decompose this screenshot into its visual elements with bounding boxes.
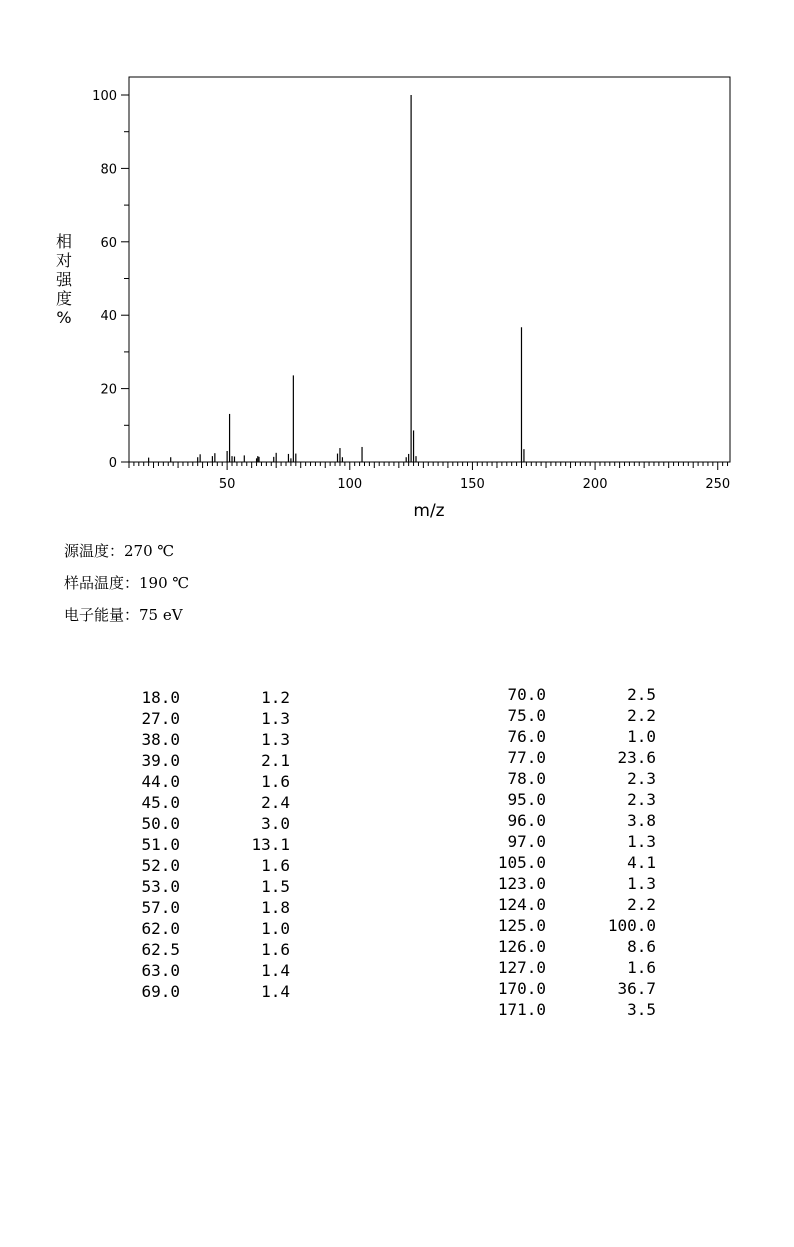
peak-mz: 76.0 bbox=[507, 727, 546, 746]
peak-mz: 96.0 bbox=[507, 811, 546, 830]
peak-row bbox=[120, 771, 290, 792]
x-tick-label: 200 bbox=[582, 477, 608, 492]
y-tick-label: 100 bbox=[92, 89, 117, 104]
peak-abundance: 3.8 bbox=[627, 811, 656, 830]
peak-mz: 45.0 bbox=[141, 793, 180, 812]
plot-frame bbox=[129, 77, 730, 462]
y-tick-label: 60 bbox=[100, 235, 117, 251]
peak-abundance: 1.6 bbox=[261, 940, 290, 959]
peak-mz: 123.0 bbox=[497, 874, 546, 893]
peak-row bbox=[486, 705, 656, 726]
peak-mz: 50.0 bbox=[141, 814, 180, 833]
peak-row bbox=[120, 687, 290, 708]
peak-row bbox=[120, 939, 290, 960]
peak-mz: 63.0 bbox=[141, 961, 180, 980]
peak-row bbox=[486, 726, 656, 747]
y-tick-label: 80 bbox=[100, 162, 117, 178]
peak-abundance: 1.6 bbox=[261, 856, 290, 875]
peak-abundance: 2.5 bbox=[627, 685, 656, 704]
peak-abundance: 3.0 bbox=[261, 814, 290, 833]
peak-row bbox=[486, 915, 656, 936]
peak-row bbox=[486, 768, 656, 789]
electron-energy: 电子能量：75 eV bbox=[64, 606, 183, 624]
peak-mz: 62.0 bbox=[141, 919, 180, 938]
peak-mz: 44.0 bbox=[141, 772, 180, 791]
peak-abundance: 1.5 bbox=[261, 877, 290, 896]
peak-row bbox=[120, 981, 290, 1002]
peak-row bbox=[486, 873, 656, 894]
peak-abundance: 1.3 bbox=[627, 874, 656, 893]
peak-abundance: 1.0 bbox=[261, 919, 290, 938]
peak-abundance: 1.6 bbox=[627, 958, 656, 977]
peak-row bbox=[486, 852, 656, 873]
peak-mz: 51.0 bbox=[141, 835, 180, 854]
y-tick-label: 0 bbox=[108, 456, 117, 471]
peak-row bbox=[486, 894, 656, 915]
peak-abundance: 2.1 bbox=[261, 751, 290, 770]
peak-abundance: 1.4 bbox=[261, 982, 290, 1001]
peak-mz: 124.0 bbox=[497, 895, 546, 914]
peak-row bbox=[486, 978, 656, 999]
y-axis bbox=[92, 89, 129, 471]
peak-mz: 97.0 bbox=[507, 832, 546, 851]
peak-mz: 171.0 bbox=[497, 1000, 546, 1019]
x-tick-label: 150 bbox=[460, 477, 485, 492]
peak-row bbox=[486, 810, 656, 831]
peak-row bbox=[486, 936, 656, 957]
peak-abundance: 2.2 bbox=[627, 706, 656, 725]
peak-row bbox=[486, 957, 656, 978]
peak-row bbox=[120, 708, 290, 729]
peak-abundance: 13.1 bbox=[251, 835, 290, 854]
peak-mz: 95.0 bbox=[507, 790, 546, 809]
peak-mz: 62.5 bbox=[141, 940, 180, 959]
peak-row bbox=[120, 750, 290, 771]
peak-table-right bbox=[486, 684, 656, 1020]
x-axis-label: m/z bbox=[413, 501, 445, 521]
peak-row bbox=[486, 747, 656, 768]
x-tick-label: 100 bbox=[337, 477, 363, 492]
peak-row bbox=[120, 834, 290, 855]
peak-abundance: 1.0 bbox=[627, 727, 656, 746]
y-tick-label: 40 bbox=[100, 309, 117, 325]
peak-mz: 126.0 bbox=[497, 937, 546, 956]
peak-abundance: 1.3 bbox=[261, 709, 290, 728]
peak-mz: 125.0 bbox=[497, 916, 546, 935]
x-tick-label: 250 bbox=[705, 477, 731, 492]
peak-mz: 39.0 bbox=[141, 751, 180, 770]
peak-mz: 27.0 bbox=[141, 709, 180, 728]
peak-row bbox=[120, 918, 290, 939]
y-axis-label: 相对强度% bbox=[55, 232, 73, 327]
peak-mz: 77.0 bbox=[507, 748, 546, 767]
peak-abundance: 1.6 bbox=[261, 772, 290, 791]
mass-spectrum-chart bbox=[0, 0, 794, 530]
peak-abundance: 1.8 bbox=[261, 898, 290, 917]
source-temperature: 源温度：270 ℃ bbox=[64, 542, 175, 560]
peak-row bbox=[120, 960, 290, 981]
peak-mz: 57.0 bbox=[141, 898, 180, 917]
peak-row bbox=[120, 897, 290, 918]
peak-abundance: 23.6 bbox=[617, 748, 656, 767]
peak-row bbox=[486, 789, 656, 810]
peak-row bbox=[486, 999, 656, 1020]
peak-mz: 18.0 bbox=[141, 688, 180, 707]
sample-temperature: 样品温度：190 ℃ bbox=[64, 574, 190, 592]
x-axis bbox=[129, 462, 730, 492]
x-tick-label: 50 bbox=[218, 477, 236, 492]
peak-abundance: 8.6 bbox=[627, 937, 656, 956]
peak-abundance: 1.3 bbox=[261, 730, 290, 749]
peak-bars bbox=[149, 95, 524, 462]
peak-row bbox=[120, 813, 290, 834]
peak-mz: 38.0 bbox=[141, 730, 180, 749]
peak-mz: 170.0 bbox=[497, 979, 546, 998]
peak-abundance: 36.7 bbox=[617, 979, 656, 998]
peak-mz: 69.0 bbox=[141, 982, 180, 1001]
peak-abundance: 2.4 bbox=[261, 793, 290, 812]
peak-abundance: 2.3 bbox=[627, 790, 656, 809]
y-tick-label: 20 bbox=[100, 382, 117, 398]
peak-mz: 78.0 bbox=[507, 769, 546, 788]
peak-abundance: 4.1 bbox=[627, 853, 656, 872]
peak-row bbox=[120, 792, 290, 813]
peak-mz: 105.0 bbox=[497, 853, 546, 872]
peak-abundance: 100.0 bbox=[607, 916, 656, 935]
peak-mz: 52.0 bbox=[141, 856, 180, 875]
peak-mz: 70.0 bbox=[507, 685, 546, 704]
peak-abundance: 3.5 bbox=[627, 1000, 656, 1019]
peak-mz: 75.0 bbox=[507, 706, 546, 725]
peak-row bbox=[486, 684, 656, 705]
peak-table-left bbox=[120, 687, 290, 1002]
peak-abundance: 1.3 bbox=[627, 832, 656, 851]
peak-row bbox=[120, 855, 290, 876]
peak-mz: 53.0 bbox=[141, 877, 180, 896]
peak-abundance: 2.3 bbox=[627, 769, 656, 788]
peak-row bbox=[486, 831, 656, 852]
peak-mz: 127.0 bbox=[497, 958, 546, 977]
peak-abundance: 2.2 bbox=[627, 895, 656, 914]
peak-row bbox=[120, 729, 290, 750]
peak-row bbox=[120, 876, 290, 897]
peak-abundance: 1.4 bbox=[261, 961, 290, 980]
peak-abundance: 1.2 bbox=[261, 688, 290, 707]
